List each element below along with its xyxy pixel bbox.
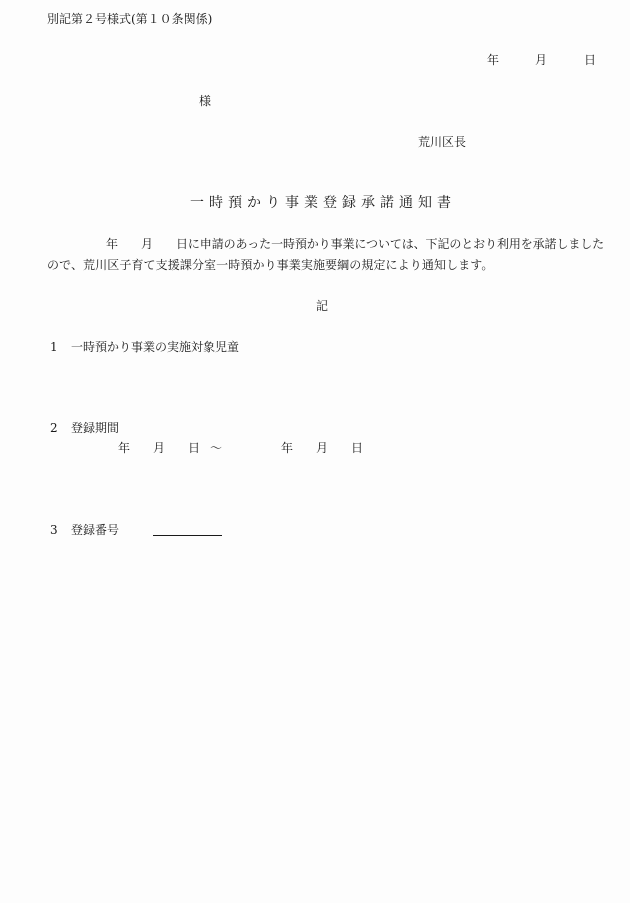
period-tilde: ～ [210,441,223,455]
intro-year-label: 年 [106,237,119,251]
intro-month-label: 月 [141,237,154,251]
period-to-month: 月 [316,441,329,455]
intro-line1-text: 日に申請のあった一時預かり事業については、下記のとおり利用を承諾しました [176,237,605,251]
period-to-day: 日 [351,441,364,455]
period-to-year: 年 [281,441,294,455]
date-month-label: 月 [535,53,548,67]
date-day-label: 日 [584,53,597,67]
item2-label: 登録期間 [71,421,120,435]
recipient-suffix: 様 [199,94,212,108]
intro-line2-text: ので、荒川区子育て支援課分室一時預かり事業実施要綱の規定により通知します。 [47,258,494,272]
period-from-month: 月 [153,441,166,455]
item3-label: 登録番号 [71,523,120,537]
period-from-day: 日 [188,441,201,455]
issuer-name: 荒川区長 [418,135,467,149]
item3-number: 3 [50,523,58,537]
item2-number: 2 [50,421,58,435]
document-title: 一時預かり事業登録承諾通知書 [190,195,456,211]
period-from-year: 年 [118,441,131,455]
form-reference: 別記第２号様式(第１０条関係) [47,12,213,26]
ki-heading: 記 [316,299,329,313]
item1-label: 一時預かり事業の実施対象児童 [71,340,240,354]
date-year-label: 年 [487,53,500,67]
item1-number: 1 [50,340,58,354]
registration-number-blank[interactable] [153,535,222,536]
